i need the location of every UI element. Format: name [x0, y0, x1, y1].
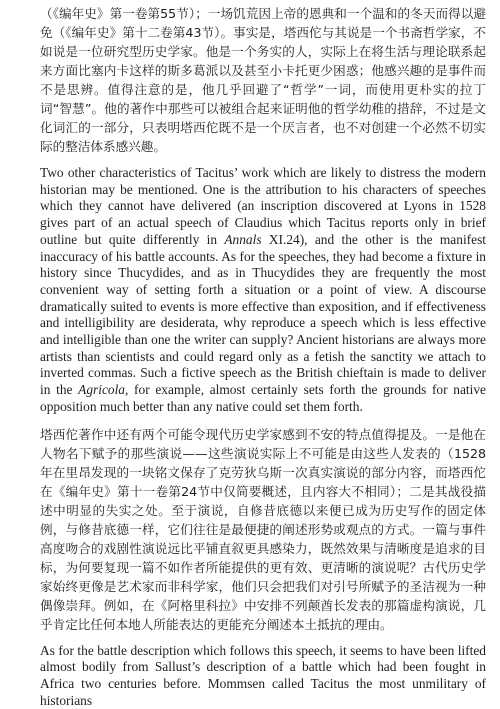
english-paragraph-1-part-a: Two other characteristics of Tacitus’ work which are likely to distress the modern historian may be mentioned. One is the attribution to his characters of speeches which they cannot have delivered (an inscription discovered at Lyons in 1528 gives part of an actual speech of Claudius which Tacitus reports only in brief outline but quite differently in [40, 165, 486, 247]
english-paragraph-1-part-b: XI.24), and the other is the manifest inaccuracy of his battle accounts. As for the speeches, they had become a fixture in history since Thucydides, and as in Thucydides they are frequently the most convenient way of setting forth a situation or a point of view. A discourse dramatically suited to events is more effective than exposition, and if effectiveness and intelligibility are desiderata, why reproduce a speech which is less effective and intelligible than one the writer can supply? Ancient historians are always more artists than scientists and could regard only as a fetish the sanctity we attach to inverted commas. Such a fictive speech as the British chieftain is made to deliver in the [40, 231, 486, 398]
annals-title: Annals [224, 231, 262, 247]
chinese-paragraph-2: 塔西佗著作中还有两个可能令现代历史学家感到不安的特点值得提及。一是他在人物名下赋予的那些演说——这些演说实际上不可能是由这些人发表的（1528年在里昂发现的一块铭文保存了克劳狄乌斯一次真实演说的部分内容，而塔西佗在《编年史》第十一卷第24节中仅简要概述，且内容大不相同）；二是其战役描述中明显的失实之处。至于演说，自修昔底德以来便已成为历史写作的固定体例，与修昔底德一样，它们往往是最便捷的阐述形势或观点的方式。一篇与事件高度吻合的戏剧性演说远比平铺直叙更具感染力，既然效果与清晰度是追求的目标，为何要复现一篇不如作者所能提供的更有效、更清晰的演说呢？古代历史学家始终更像是艺术家而非科学家，他们只会把我们对引号所赋予的圣洁视为一种偶像崇拜。例如，在《阿格里科拉》中安排不列颠酋长发表的那篇虚构演说，几乎肯定比任何本地人所能表达的更能充分阐述本土抵抗的理由。 [40, 426, 486, 632]
english-paragraph-2: As for the battle description which follows this speech, it seems to have been lifted almost bodily from Sallust’s description of a battle which had been fought in Africa two centuries before. Mommsen called Tacitus the most unmilitary of historians [40, 642, 486, 708]
english-paragraph-1 [40, 165, 486, 416]
chinese-paragraph-1: （《编年史》第一卷第55节）；一场饥荒因上帝的恩典和一个温和的冬天而得以避免（《编年史》第十二卷第43节）。事实是，塔西佗与其说是一个书斋哲学家，不如说是一位研究型历史学家。他是一个务实的人，实际上在将生活与理论联系起来方面比塞内卡这样的斯多葛派以及甚至小卡托更少困惑；他感兴趣的是事件而不是思辨。值得注意的是，他几乎回避了“哲学”一词，而使用更朴实的拉丁词“智慧”。他的著作中那些可以被组合起来证明他的哲学幼稚的措辞，不过是文化词汇的一部分，只表明塔西佗既不是一个厌言者，也不对创建一个必然不切实际的整洁体系感兴趣。 [40, 6, 486, 154]
agricola-title: Agricola, [78, 382, 129, 398]
english-paragraph-1-part-c: for example, almost certainly sets forth the grounds for native opposition much better than any native could set them forth. [40, 382, 486, 414]
